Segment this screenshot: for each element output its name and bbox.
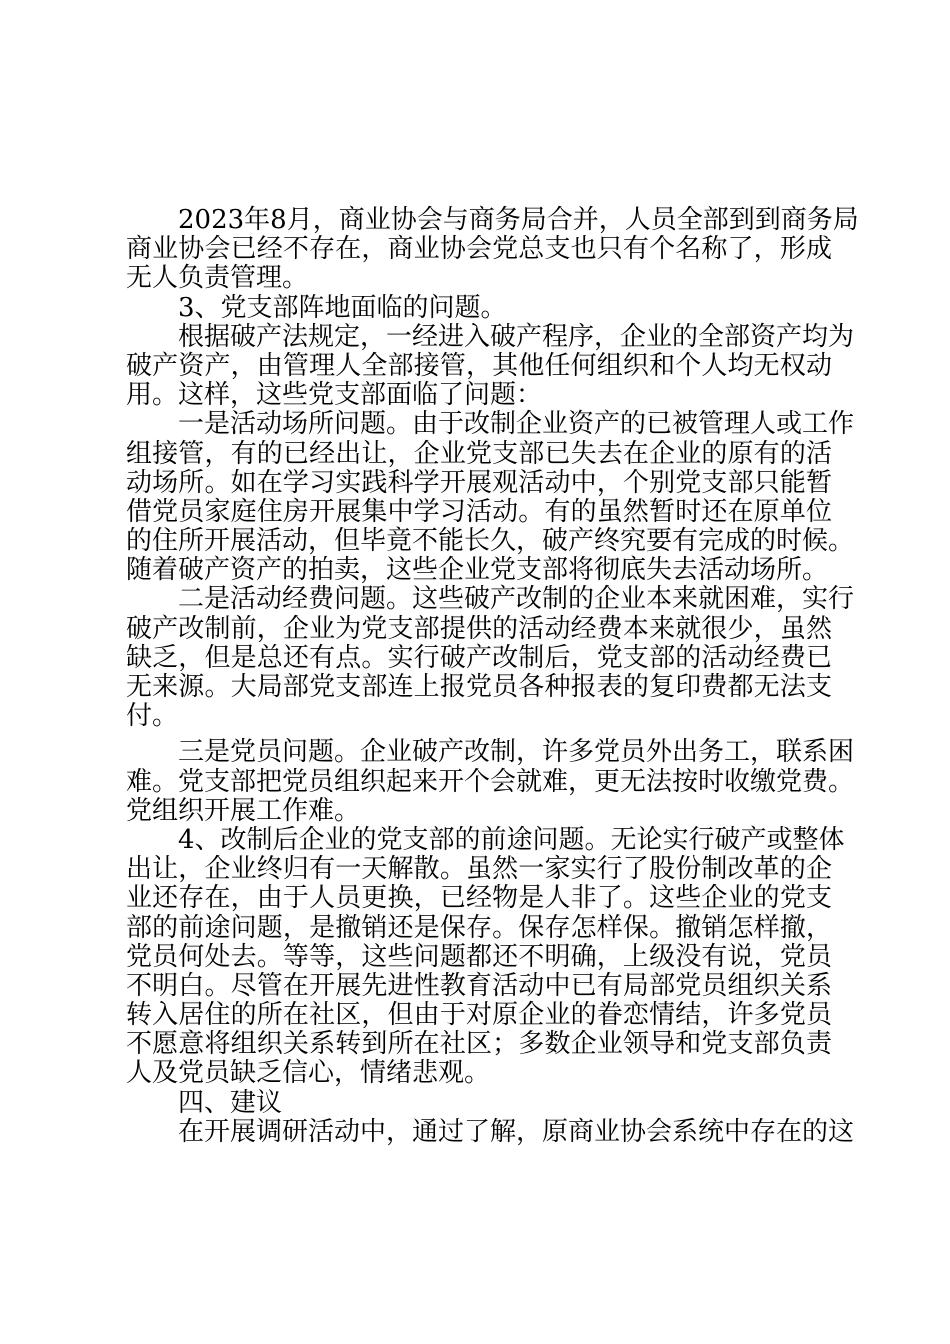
text-line: 党组织开展工作难。 — [126, 795, 361, 826]
text-line: 破产资产，由管理人全部接管，其他任何组织和个人均无权动 — [126, 350, 832, 381]
text-line: 转入居住的所在社区，但由于对原企业的眷恋情结，许多党员 — [126, 1000, 832, 1031]
text-line: 不愿意将组织关系转到所在社区；多数企业领导和党支部负责 — [126, 1029, 832, 1060]
document-body — [126, 205, 859, 1147]
text-line: 无人负责管理。 — [126, 263, 309, 294]
text-line: 借党员家庭住房开展集中学习活动。有的虽然暂时还在原单位 — [126, 496, 832, 527]
text-line: 的住所开展活动，但毕竟不能长久，破产终究要有完成的时候。 — [126, 526, 855, 557]
text-line: 部的前途问题，是撤销还是保存。保存怎样保。撤销怎样撤， — [126, 912, 832, 943]
text-line: 付。 — [126, 701, 179, 732]
text-line: 4、改制后企业的党支部的前途问题。无论实行破产或整体 — [178, 824, 845, 855]
text-line: 不明白。尽管在开展先进性教育活动中已有局部党员组织关系 — [126, 970, 832, 1001]
text-line: 商业协会已经不存在，商业协会党总支也只有个名称了，形成 — [126, 234, 832, 265]
text-line: 随着破产资产的拍卖，这些企业党支部将彻底失去活动场所。 — [126, 555, 829, 586]
text-line: 人及党员缺乏信心，情绪悲观。 — [126, 1058, 491, 1089]
text-line: 二是活动经费问题。这些破产改制的企业本来就困难，实行 — [178, 584, 855, 615]
text-line: 在开展调研活动中，通过了解，原商业协会系统中存在的这 — [178, 1116, 855, 1147]
text-line: 一是活动场所问题。由于改制企业资产的已被管理人或工作 — [178, 409, 855, 440]
text-line: 破产改制前，企业为党支部提供的活动经费本来就很少，虽然 — [126, 613, 832, 644]
text-line: 用。这样，这些党支部面临了问题： — [126, 380, 543, 411]
text-line: 动场所。如在学习实践科学开展观活动中，个别党支部只能暂 — [126, 467, 832, 498]
text-line: 根据破产法规定，一经进入破产程序，企业的全部资产均为 — [178, 321, 855, 352]
text-line: 出让，企业终归有一天解散。虽然一家实行了股份制改革的企 — [126, 854, 832, 885]
text-line: 难。党支部把党员组织起来开个会就难，更无法按时收缴党费。 — [126, 766, 855, 797]
text-line: 无来源。大局部党支部连上报党员各种报表的复印费都无法支 — [126, 672, 832, 702]
text-line: 2023年8月，商业协会与商务局合并，人员全部到到商务局 — [178, 205, 859, 235]
section-heading: 四、建议 — [178, 1087, 283, 1118]
text-line: 三是党员问题。企业破产改制，许多党员外出务工，联系困 — [178, 737, 855, 768]
text-line: 组接管，有的已经出让，企业党支部已失去在企业的原有的活 — [126, 438, 832, 469]
text-line: 业还存在，由于人员更换，已经物是人非了。这些企业的党支 — [126, 883, 832, 914]
text-line: 缺乏，但是总还有点。实行破产改制后，党支部的活动经费已 — [126, 642, 832, 673]
text-line: 党员何处去。等等，这些问题都还不明确，上级没有说，党员 — [126, 941, 832, 972]
section-heading: 3、党支部阵地面临的问题。 — [178, 292, 507, 323]
